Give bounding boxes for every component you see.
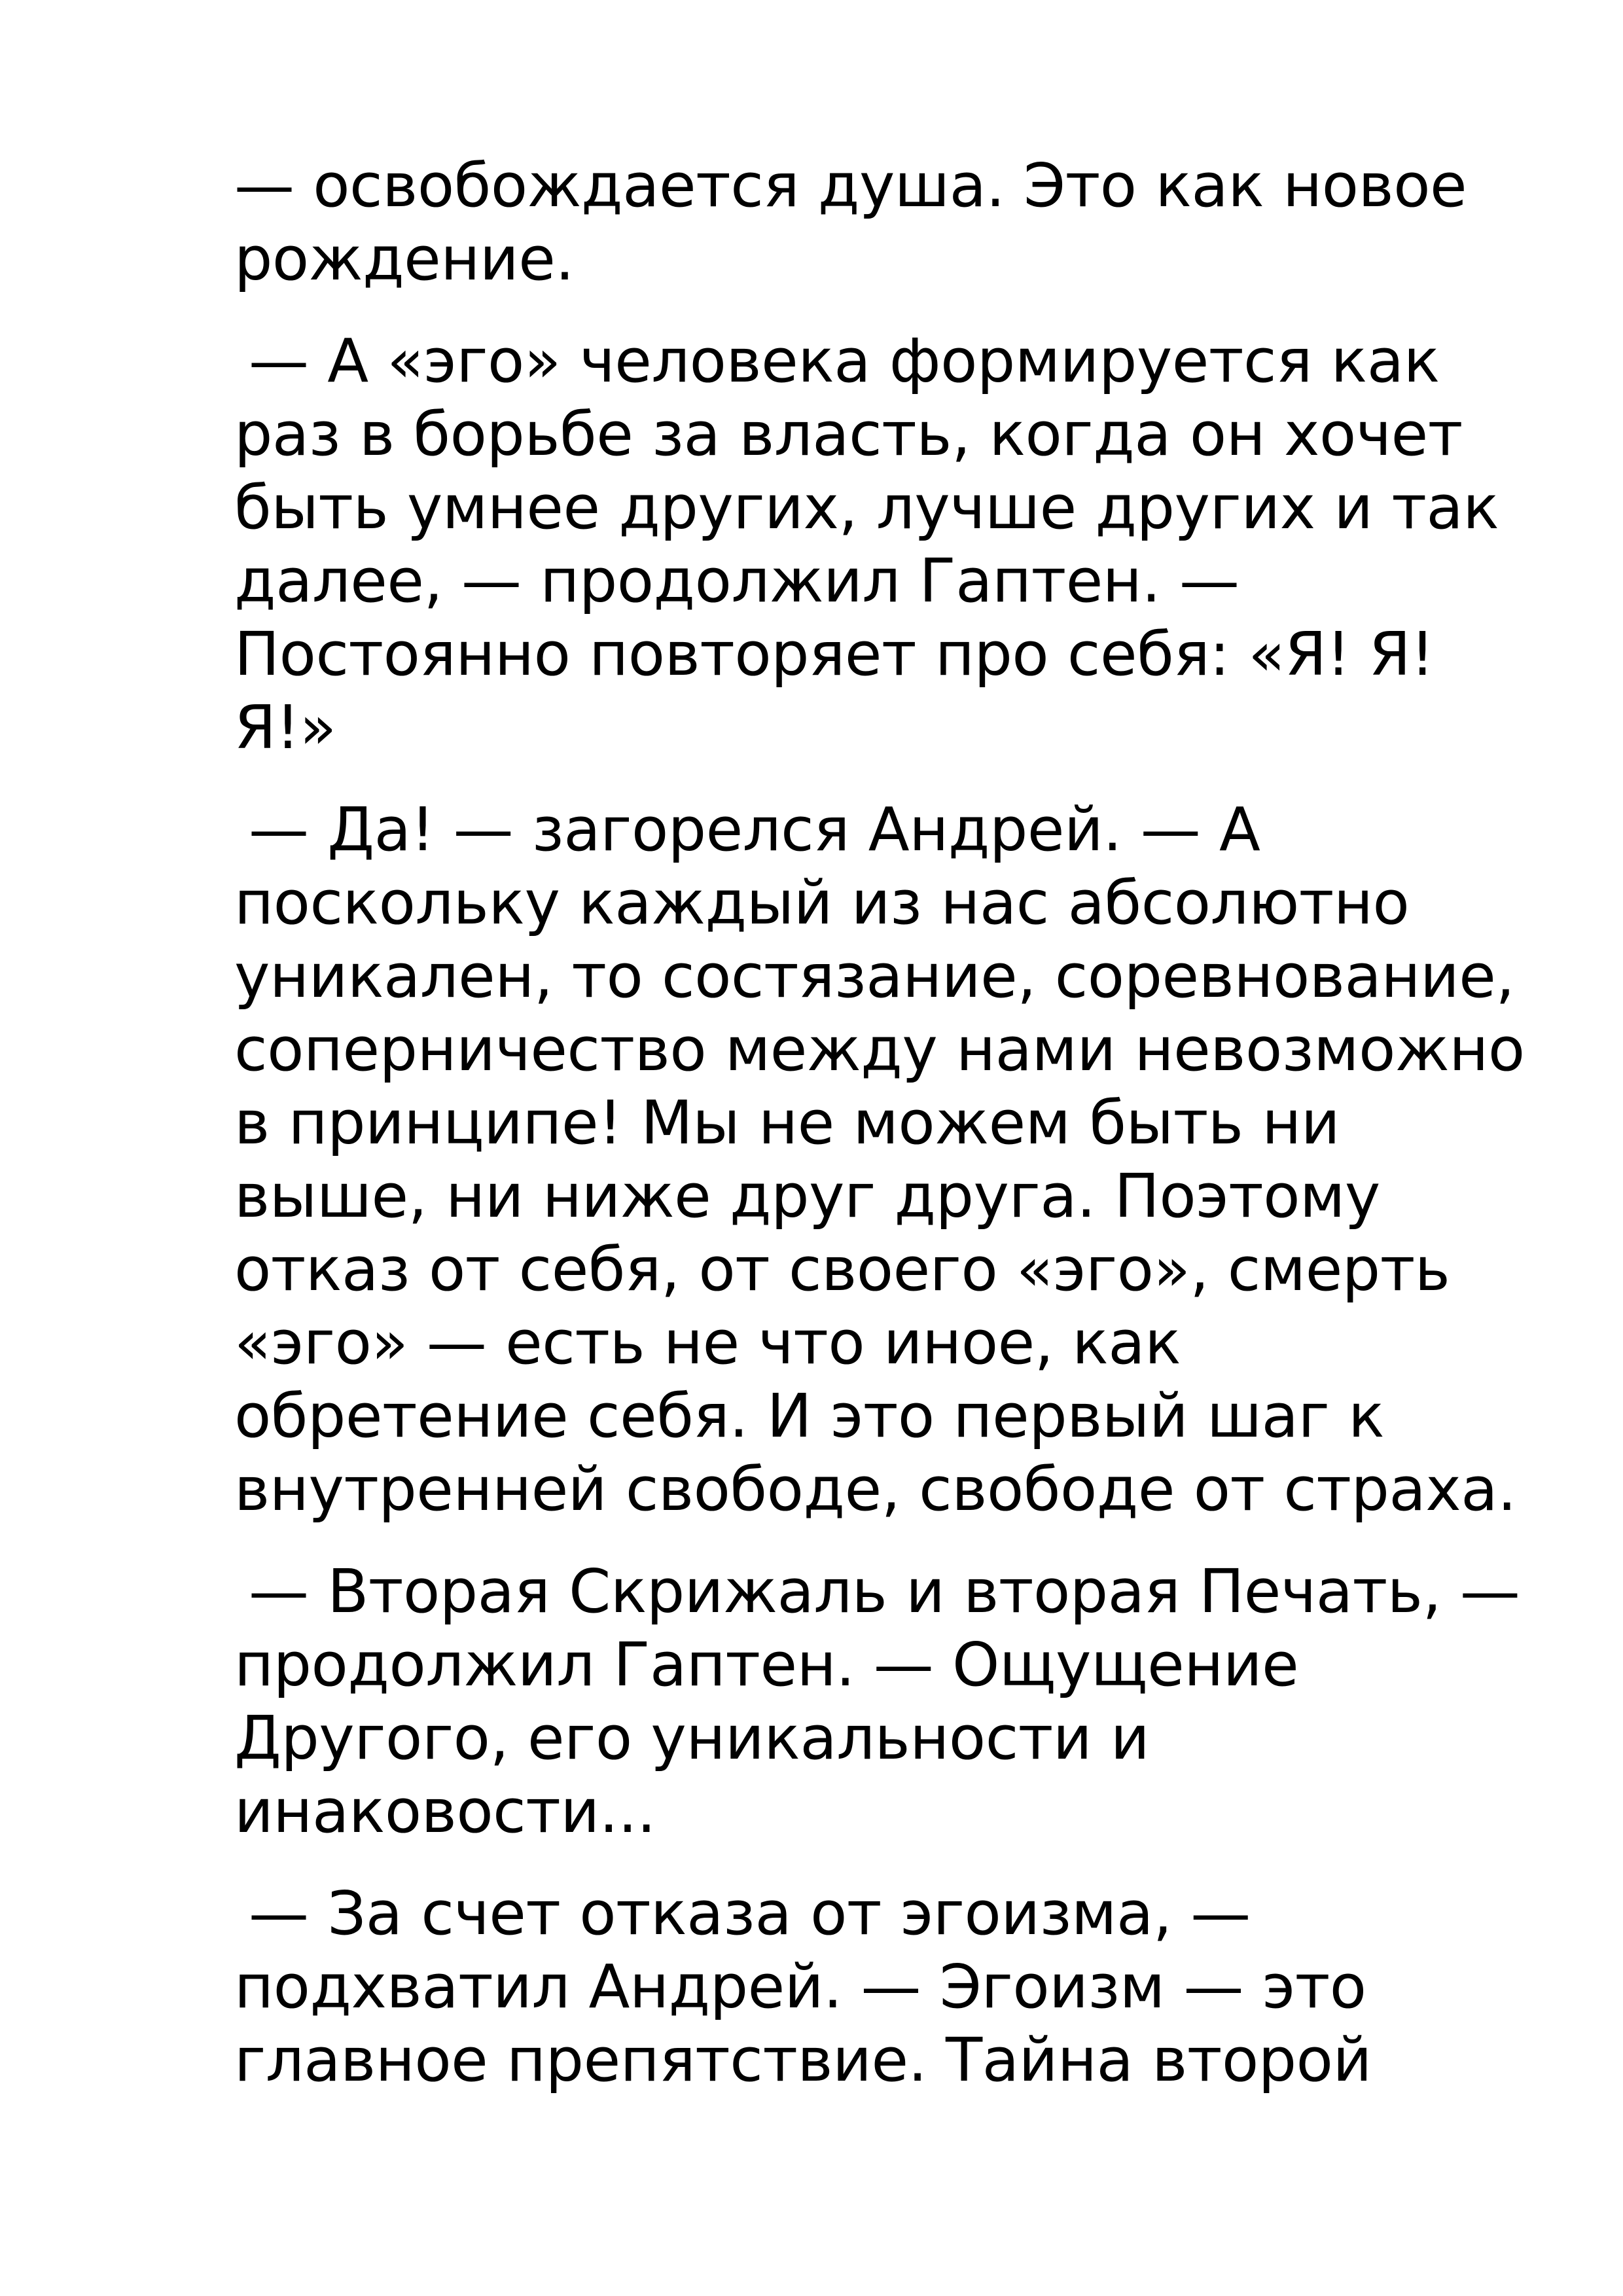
- text-line: Другого, его уникальности и: [234, 1703, 1150, 1773]
- text-line: Я!»: [234, 692, 336, 762]
- text-line: соперничество между нами невозможно: [234, 1014, 1525, 1085]
- text-line: подхватил Андрей. — Эгоизм — это: [234, 1952, 1366, 2022]
- text-line: инаковости...: [234, 1776, 656, 1846]
- body-text: [234, 149, 1525, 2097]
- paragraph-2: [234, 325, 1517, 764]
- text-line: быть умнее других, лучше других и так: [234, 473, 1499, 543]
- paragraph-4: [234, 1555, 1520, 1848]
- text-line: — А «эго» человека формируется как: [249, 326, 1440, 396]
- text-line: обретение себя. И это первый шаг к: [234, 1381, 1385, 1451]
- text-line: главное препятствие. Тайна второй: [234, 2025, 1372, 2095]
- text-line: раз в борьбе за власть, когда он хочет: [234, 399, 1463, 469]
- text-line: поскольку каждый из нас абсолютно: [234, 868, 1410, 938]
- text-line: Постоянно повторяет про себя: «Я! Я!: [234, 619, 1435, 689]
- text-line: выше, ни ниже друг друга. Поэтому: [234, 1161, 1380, 1231]
- text-line: в принципе! Мы не можем быть ни: [234, 1088, 1340, 1158]
- text-line: далее, — продолжил Гаптен. —: [234, 546, 1240, 616]
- text-line: «эго» — есть не что иное, как: [234, 1308, 1181, 1378]
- paragraph-3: [234, 793, 1525, 1526]
- paragraph-1: [234, 149, 1517, 296]
- text-line: рождение.: [234, 224, 575, 294]
- text-line: уникален, то состязание, соревнование,: [234, 941, 1515, 1011]
- text-line: — Да! — загорелся Андрей. — А: [249, 795, 1260, 865]
- text-line: продолжил Гаптен. — Ощущение: [234, 1630, 1299, 1700]
- paragraph-5: [234, 1877, 1517, 2097]
- text-line: отказ от себя, от своего «эго», смерть: [234, 1234, 1450, 1304]
- text-line: — Вторая Скрижаль и вторая Печать, —: [249, 1556, 1520, 1626]
- text-line: внутренней свободе, свободе от страха.: [234, 1454, 1516, 1524]
- text-line: — За счет отказа от эгоизма, —: [249, 1878, 1251, 1948]
- text-line: — освобождается душа. Это как новое: [234, 151, 1467, 221]
